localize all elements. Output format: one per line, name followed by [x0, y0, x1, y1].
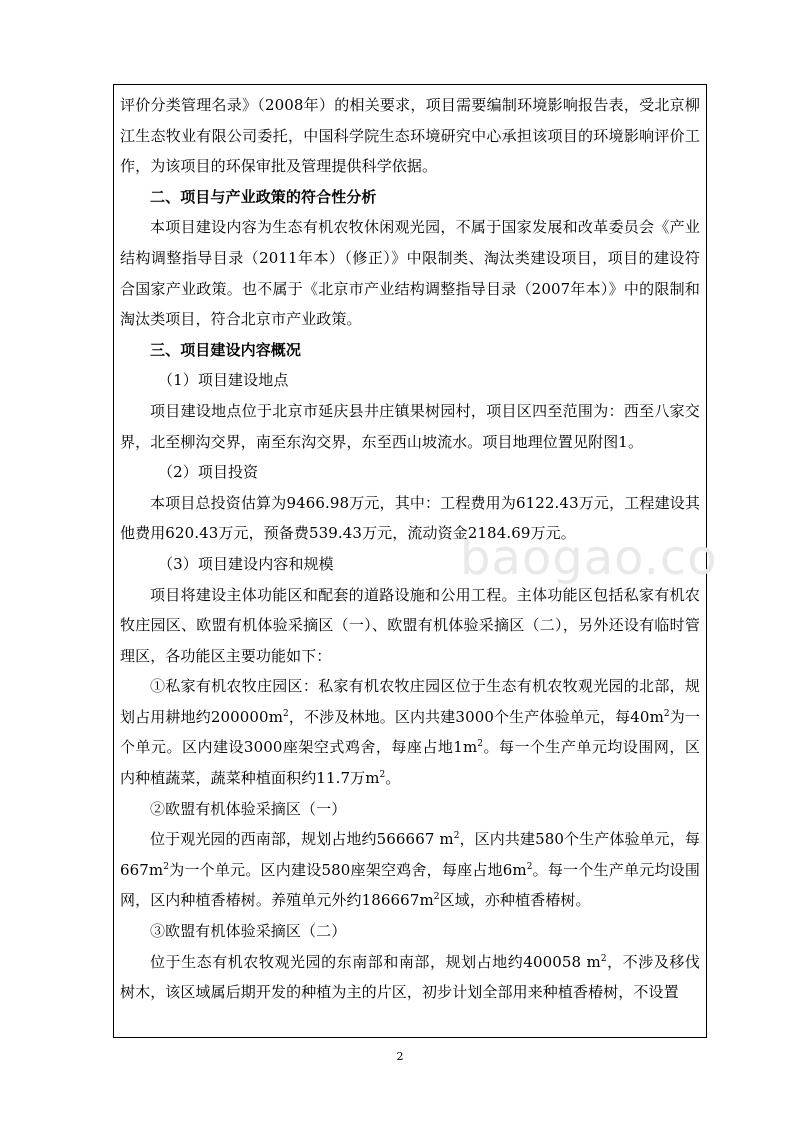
paragraph-policy: 本项目建设内容为生态有机农牧休闲观光园，不属于国家发展和改革委员会《产业结构调整指导目录（2011年本）（修正）》中限制类、淘汰类建设项目，项目的建设符合国家产业政策。也不属于《北京市产业结构调整指导目录（2007年本）》中的限制和淘汰类项目，符合北京市产业政策。 [120, 218, 700, 329]
paragraph-content-scale: 项目将建设主体功能区和配套的道路设施和公用工程。主体功能区包括私家有机农牧庄园区、欧盟有机体验采摘区（一）、欧盟有机体验采摘区（二），另外还设有临时管理区，各功能区主要功能如下： [120, 585, 700, 665]
paragraph-private-farm: ①私家有机农牧庄园区：私家有机农牧庄园区位于生态有机农牧观光园的北部，规划占用耕地约$200000m^2$，不涉及林地。区内共建3000个生产体验单元，每$40m^2$为一个单元。区内建设3000座架空式鸡舍，每座占地$1m^2$。每一个生产单元均设围网，区内种植蔬菜，蔬菜种植面积约11.7万$m^2$。 [120, 677, 701, 788]
subheading-investment: （2）项目投资 [158, 463, 259, 482]
document-body [120, 90, 700, 1008]
watermark: baogao.co [460, 530, 718, 586]
page-number: 2 [396, 1050, 404, 1063]
paragraph-investment: 本项目总投资估算为9466.98万元，其中：工程费用为6122.43万元，工程建设其他费用620.43万元，预备费539.43万元，流动资金2184.69万元。 [120, 493, 700, 543]
subheading-eu-zone-1: ②欧盟有机体验采摘区（一） [150, 799, 347, 818]
paragraph-location: 项目建设地点位于北京市延庆县井庄镇果树园村，项目区四至范围为：西至八家交界，北至柳沟交界，南至东沟交界，东至西山坡流水。项目地理位置见附图1。 [120, 401, 700, 451]
paragraph-evaluation-basis: 评价分类管理名录》（2008年）的相关要求，项目需要编制环境影响报告表，受北京柳江生态牧业有限公司委托，中国科学院生态环境研究中心承担该项目的环境影响评价工作，为该项目的环保审批及管理提供科学依据。 [120, 96, 700, 176]
section-heading-overview: 三、项目建设内容概况 [150, 340, 302, 359]
subheading-eu-zone-2: ③欧盟有机体验采摘区（二） [150, 922, 347, 941]
subheading-location: （1）项目建设地点 [158, 371, 289, 390]
subheading-content-scale: （3）项目建设内容和规模 [158, 554, 334, 573]
paragraph-eu-zone-2: 位于生态有机农牧观光园的东南部和南部，规划占地约400058 $m^2$，不涉及移伐树木，该区域属后期开发的种植为主的片区，初步计划全部用来种植香椿树，不设置 [120, 952, 700, 1002]
paragraph-eu-zone-1: 位于观光园的西南部，规划占地约566667 $m^2$，区内共建580个生产体验单元，每$667m^2$为一个单元。区内建设580座架空鸡舍，每座占地$6m^2$。每一个生产单元均设围网，区内种植香椿树。养殖单元外约$186667m^2$区域，亦种植香椿树。 [120, 830, 700, 910]
section-heading-policy: 二、项目与产业政策的符合性分析 [150, 187, 377, 206]
